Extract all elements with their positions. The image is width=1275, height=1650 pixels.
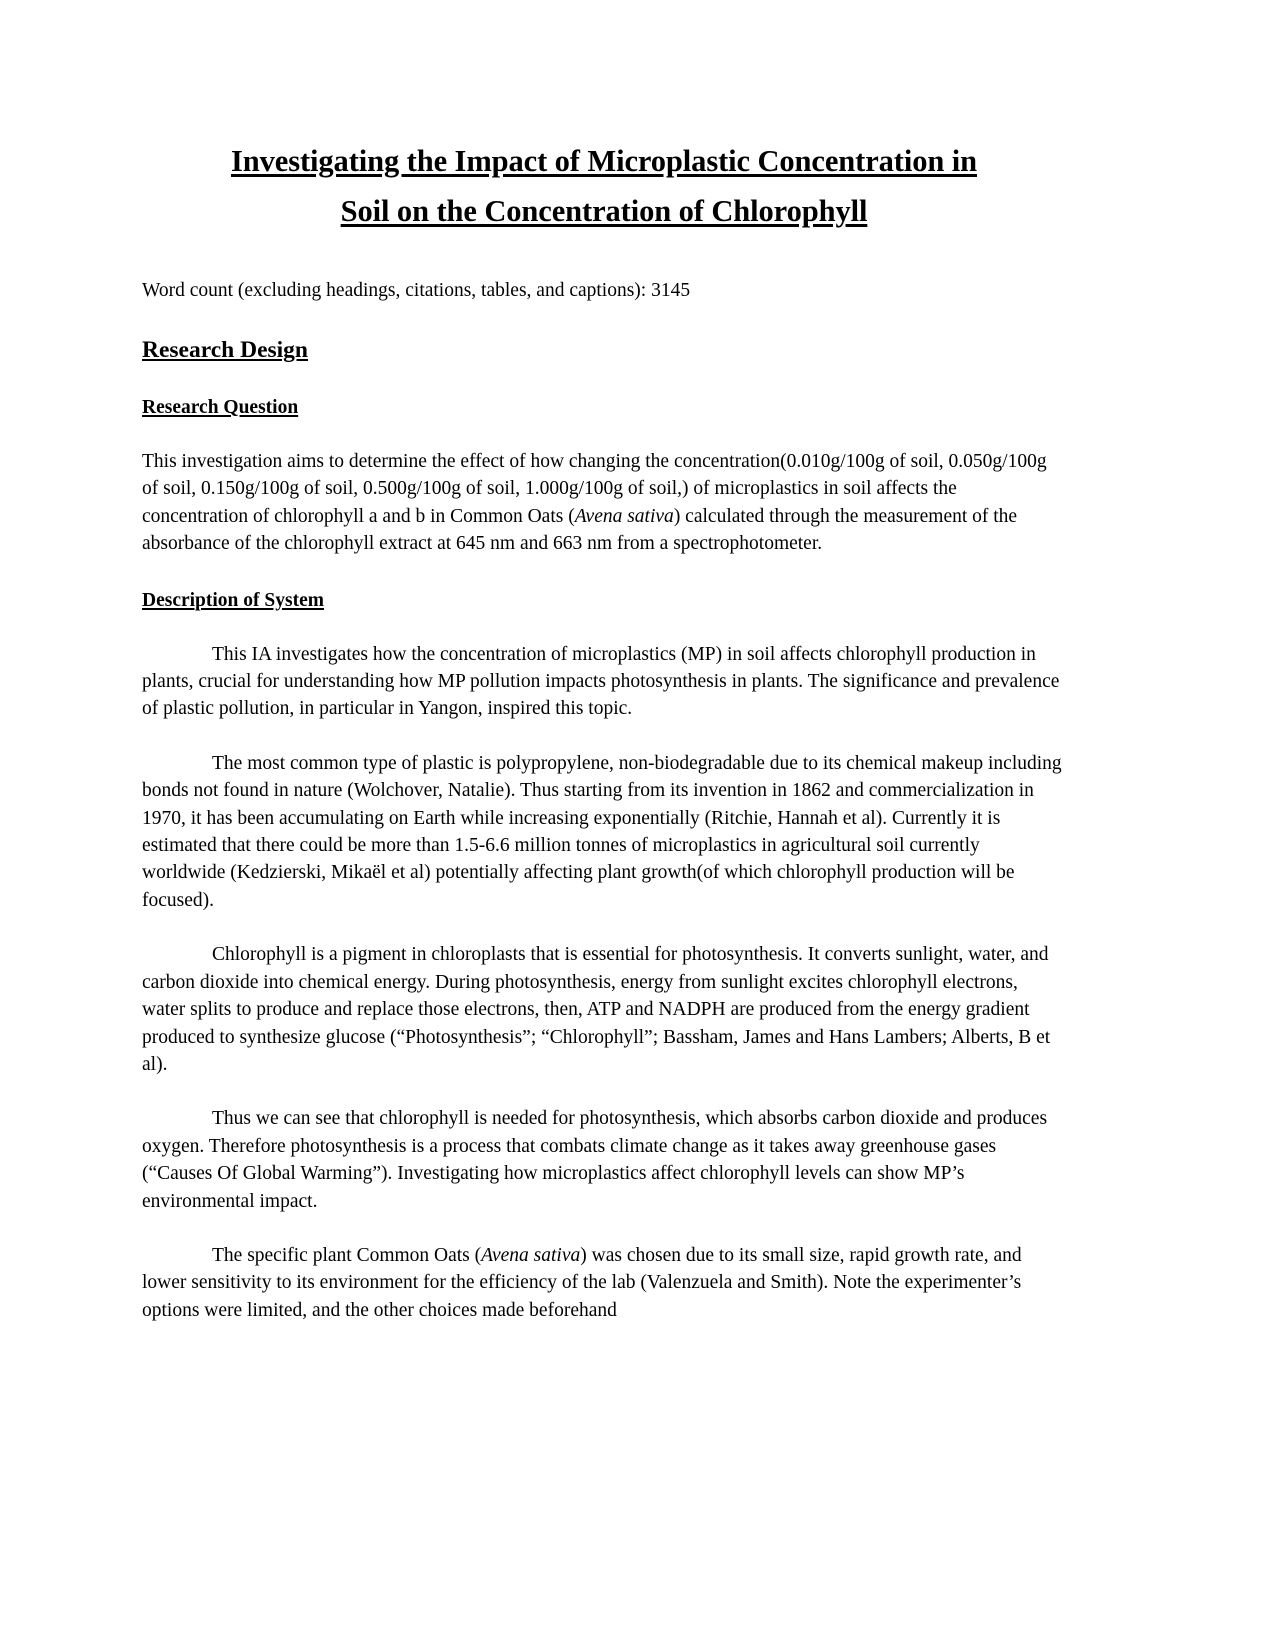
page-title-line-1-text: Investigating the Impact of Microplastic Concentration in: [230, 144, 978, 178]
oats-species-name: Avena sativa: [481, 1244, 581, 1266]
rq-species-name: Avena sativa: [574, 505, 674, 527]
oats-part1: The specific plant Common Oats (: [212, 1244, 482, 1266]
page-title-line-1: [142, 136, 1066, 186]
page-title: [142, 0, 1066, 236]
sub-heading-research-question: [142, 365, 1066, 421]
word-count-line: Word count (excluding headings, citations, tables, and captions): 3145: [142, 280, 691, 301]
page-title-line-2: [142, 186, 1066, 236]
document-content: [142, 0, 1066, 1324]
section-heading-research-design: [142, 304, 1066, 365]
sub-heading-research-question-text: Research Question: [142, 397, 299, 418]
paragraph-ia-investigates: This IA investigates how the concentration of microplastics (MP) in soil affects chlorophyll production in plants, crucial for understanding how MP pollution impacts photosynthesis in plants. The significance and prevalence of plastic pollution, in particular in Yangon, inspired this topic.: [142, 643, 1060, 720]
page-title-line-2-text: Soil on the Concentration of Chlorophyll: [340, 194, 868, 228]
rq-part1: This investigation aims to determine the effect of how changing the concentration(0.010g/100g of soil, 0.050g/100g of soil, 0.150g/100g of soil, 0.500g/100g of soil, 1.000g/100g of soil,) of microplastics in soil affects the concentration of chlorophyll a and b in Common Oats (: [142, 451, 1047, 527]
paragraph-research-question: [142, 421, 1066, 558]
paragraph-thus-we-can-see: Thus we can see that chlorophyll is needed for photosynthesis, which absorbs carbon dioxide and produces oxygen. Therefore photosynthesis is a process that combats climate change as it takes away greenhouse gases (“Causes Of Global Warming”). Investigating how microplastics affect chlorophyll levels can show MP’s environmental impact.: [142, 1108, 1048, 1212]
section-heading-research-design-text: Research Design: [142, 337, 309, 363]
sub-heading-description-of-system-text: Description of System: [142, 589, 324, 611]
paragraph-polypropylene: The most common type of plastic is polypropylene, non-biodegradable due to its chemical makeup including bonds not found in nature (Wolchover, Natalie). Thus starting from its invention in 1862 and commercialization in 1970, it has been accumulating on Earth while increasing exponentially (Ritchie, Hannah et al). Currently it is estimated that there could be more than 1.5-6.6 million tonnes of microplastics in agricultural soil currently worldwide (Kedzierski, Mikaël et al) potentially affecting plant growth(of which chlorophyll production will be focused).: [142, 752, 1062, 911]
oats-part2: ) was chosen due to its small size, rapid growth rate, and lower sensitivity to its environment for the efficiency of the lab (Valenzuela and Smith). Note the experimenter’s options were limited, and the other choices made beforehand: [142, 1244, 1022, 1321]
sub-heading-description-of-system: [142, 558, 1066, 614]
rq-part2: ) calculated through the measurement of the absorbance of the chlorophyll extract at 645 nm and 663 nm from a spectrophotometer.: [142, 505, 1018, 555]
paragraph-chlorophyll-pigment: Chlorophyll is a pigment in chloroplasts that is essential for photosynthesis. It converts sunlight, water, and carbon dioxide into chemical energy. During photosynthesis, energy from sunlight excites chlorophyll electrons, water splits to produce and replace those electrons, then, ATP and NADPH are produced from the energy gradient produced to synthesize glucose (“Photosynthesis”; “Chlorophyll”; Bassham, James and Hans Lambers; Alberts, B et al).: [142, 944, 1051, 1075]
paragraph-common-oats: [142, 1215, 1066, 1324]
